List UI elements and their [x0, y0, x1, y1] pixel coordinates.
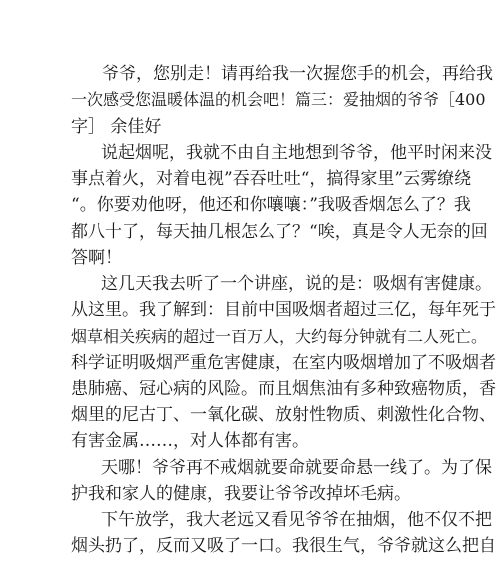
- text-line: 天哪！爷爷再不戒烟就要命就要命悬一线了。为了保: [84, 458, 492, 478]
- text-line: 都八十了，每天抽几根怎么了？“唉，真是令人无奈的回: [71, 222, 488, 242]
- text-line: 一次感受您温暖体温的机会吧！篇三：爱抽烟的爷爷［400: [71, 90, 486, 109]
- text-line: 事点着火，对着电视”吞吞吐吐“，搞得家里”云雾缭绕: [71, 169, 472, 189]
- text-line: 有害金属……，对人体都有害。: [71, 431, 309, 451]
- text-line: 烟头扔了，反而又吸了一口。我很生气，爷爷就这么把自: [71, 536, 496, 556]
- text-line: 护我和家人的健康，我要让爷爷改掉坏毛病。: [71, 484, 411, 504]
- text-line: 从这里。我了解到：目前中国吸烟者超过三亿，每年死于: [71, 300, 496, 320]
- text-line: 烟里的尼古丁、一氧化碳、放射性物质、刺激性化合物、: [71, 405, 496, 425]
- text-line: “。你要劝他呀，他还和你嚷嚷：”我吸香烟怎么了？我: [71, 195, 471, 215]
- text-line: 下午放学，我大老远又看见爷爷在抽烟，他不仅不把: [84, 510, 492, 530]
- text-line: 这几天我去听了一个讲座，说的是：吸烟有害健康。: [84, 274, 492, 294]
- text-line: 爷爷，您别走！请再给我一次握您手的机会，再给我: [85, 64, 493, 84]
- text-line: 说起烟呢，我就不由自主地想到爷爷，他平时闲来没: [84, 143, 492, 163]
- text-line: 字］ 余佳好: [71, 117, 162, 137]
- text-line: 烟草相关疾病的超过一百万人，大约每分钟就有二人死亡。: [71, 327, 488, 346]
- text-line: 科学证明吸烟严重危害健康，在室内吸烟增加了不吸烟者: [71, 353, 496, 373]
- text-line: 患肺癌、冠心病的风险。而且烟焦油有多种致癌物质，香: [71, 379, 496, 399]
- text-line: 答啊！: [71, 248, 122, 268]
